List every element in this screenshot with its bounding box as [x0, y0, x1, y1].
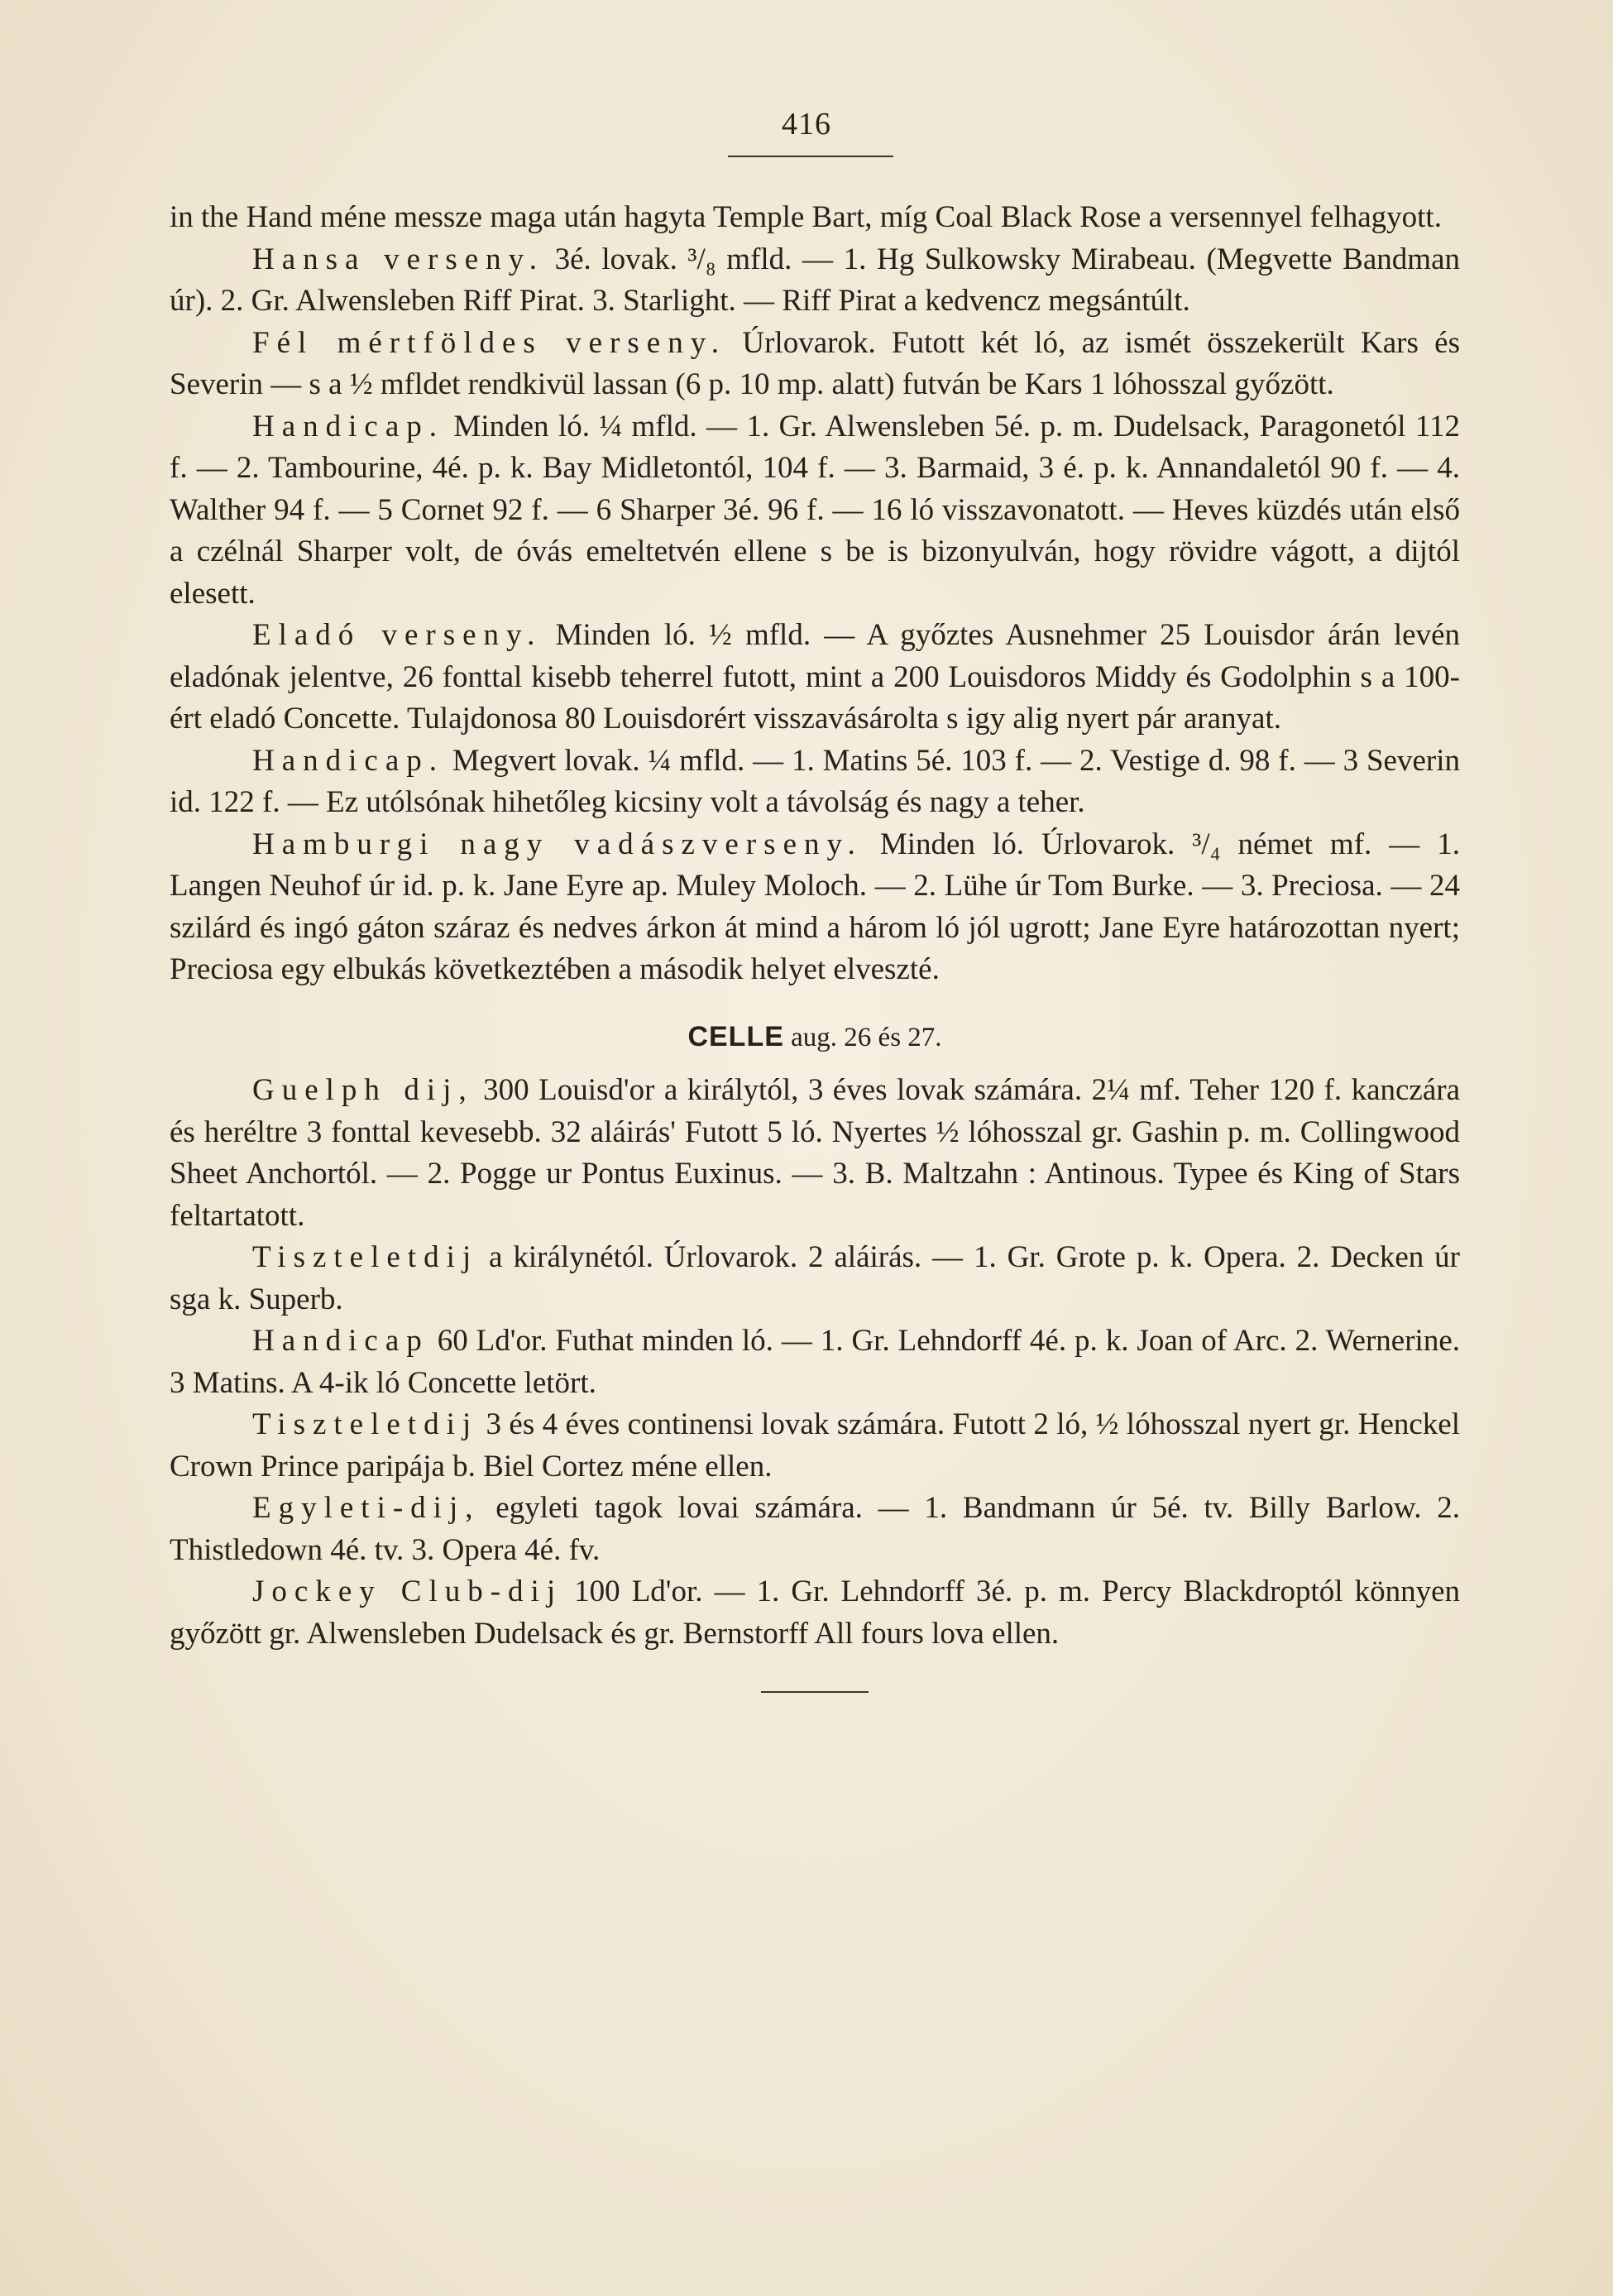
body-text [170, 197, 1460, 1693]
end-rule [761, 1691, 869, 1693]
race-name: Tiszteletdij [252, 1407, 479, 1441]
paragraph: Guelph dij, 300 Louisd'or a királytól, 3 éves lovak számára. 2¼ mf. Teher 120 f. kanczára és heréltre 3 fonttal kevesebb. 32 aláirás' Futott 5 ló. Nyertes ½ lóhosszal gr. Gashin p. m. Collingwood Sheet Anchortól. — 2. Pogge ur Pontus Euxinus. — 3. B. Maltzahn : Antinous. Typee és King of Stars feltartatott. [170, 1073, 1461, 1233]
paragraph: Hansa verseny. 3é. lovak. ³/₈ mfld. — 1. Hg Sulkowsky Mirabeau. (Megvette Bandman úr). 2. Gr. Alwensleben Riff Pirat. 3. Starlight. — Riff Pirat a kedvencz megsántúlt. [170, 242, 1460, 318]
page-number-rule [728, 156, 893, 157]
section-heading [170, 1016, 1460, 1059]
paragraph: Handicap 60 Ld'or. Futhat minden ló. — 1. Gr. Lehndorff 4é. p. k. Joan of Arc. 2. Wernerine. 3 Matins. A 4-ik ló Concette letört. [170, 1324, 1460, 1400]
paragraph: Handicap. Megvert lovak. ¼ mfld. — 1. Matins 5é. 103 f. — 2. Vestige d. 98 f. — 3 Severin id. 122 f. — Ez utólsónak hihetőleg kicsiny volt a távolság és nagy a teher. [170, 743, 1460, 819]
race-name: Handicap. [252, 409, 445, 443]
paragraph: Handicap. Minden ló. ¼ mfld. — 1. Gr. Alwensleben 5é. p. m. Dudelsack, Paragonetól 112 f. — 2. Tambourine, 4é. p. k. Bay Midletontól, 104 f. — 3. Barmaid, 3 é. p. k. Annandaletól 90 f. — 4. Walther 94 f. — 5 Cornet 92 f. — 6 Sharper 3é. 96 f. — 16 ló visszavonatott. — Heves küzdés után első a czélnál Sharper volt, de óvás emeltetvén ellene s be is bizonyulván, hogy rövidre vágott, a dijtól elesett. [170, 409, 1460, 611]
paragraph: Egyleti-dij, egyleti tagok lovai számára. — 1. Bandmann úr 5é. tv. Billy Barlow. 2. Thistledown 4é. tv. 3. Opera 4é. fv. [170, 1491, 1460, 1567]
page-number: 416 [782, 107, 831, 141]
race-name: Tiszteletdij [252, 1240, 479, 1274]
race-name: Hansa verseny. [252, 242, 544, 276]
paragraph: Jockey Club-dij 100 Ld'or. — 1. Gr. Lehndorff 3é. p. m. Percy Blackdroptól könnyen győzött gr. Alwensleben Dudelsack és gr. Bernstorff All fours lova ellen. [170, 1575, 1460, 1651]
race-name: Eladó verseny. [252, 618, 543, 652]
paragraph: in the Hand méne messze maga után hagyta Temple Bart, míg Coal Black Rose a versennyel felhagyott. [170, 200, 1442, 234]
paragraph: Fél mértföldes verseny. Úrlovarok. Futott két ló, az ismét összekerült Kars és Severin — s a ½ mfldet rendkivül lassan (6 p. 10 mp. alatt) futván be Kars 1 lóhosszal győzött. [170, 325, 1460, 401]
paragraph: Tiszteletdij 3 és 4 éves continensi lovak számára. Futott 2 ló, ½ lóhosszal nyert gr. Henckel Crown Prince paripája b. Biel Cortez méne ellen. [170, 1407, 1460, 1484]
paragraph: Eladó verseny. Minden ló. ½ mfld. — A győztes Ausnehmer 25 Louisdor árán levén eladónak jelentve, 26 fonttal kisebb teherrel futott, mint a 200 Louisdoros Middy és Godolphin s a 100-ért eladó Concette. Tulajdonosa 80 Louisdorért visszavásárolta s igy alig nyert pár aranyat. [170, 618, 1460, 736]
section-place: CELLE [687, 1020, 784, 1052]
race-name: Hamburgi nagy vadászverseny. [252, 827, 863, 861]
race-name: Handicap [252, 1324, 429, 1358]
section-date: aug. 26 és 27. [783, 1022, 942, 1052]
race-name: Egyleti-dij, [252, 1491, 481, 1525]
race-name: Fél mértföldes verseny. [252, 325, 727, 360]
paragraph: Hamburgi nagy vadászverseny. Minden ló. Úrlovarok. ³/₄ német mf. — 1. Langen Neuhof úr id. p. k. Jane Eyre ap. Muley Moloch. — 2. Lühe úr Tom Burke. — 3. Preciosa. — 24 szilárd és ingó gáton száraz és nedves árkon át mind a három ló jól ugrott; Jane Eyre határozottan nyert; Preciosa egy elbukás következtében a második helyet elveszté. [170, 827, 1460, 986]
race-name: Guelph dij, [252, 1073, 474, 1107]
race-name: Handicap. [252, 743, 445, 778]
paragraph: Tiszteletdij a királynétól. Úrlovarok. 2 aláirás. — 1. Gr. Grote p. k. Opera. 2. Decken úr sga k. Superb. [170, 1240, 1460, 1316]
race-name: Jockey Club-dij [252, 1575, 563, 1608]
